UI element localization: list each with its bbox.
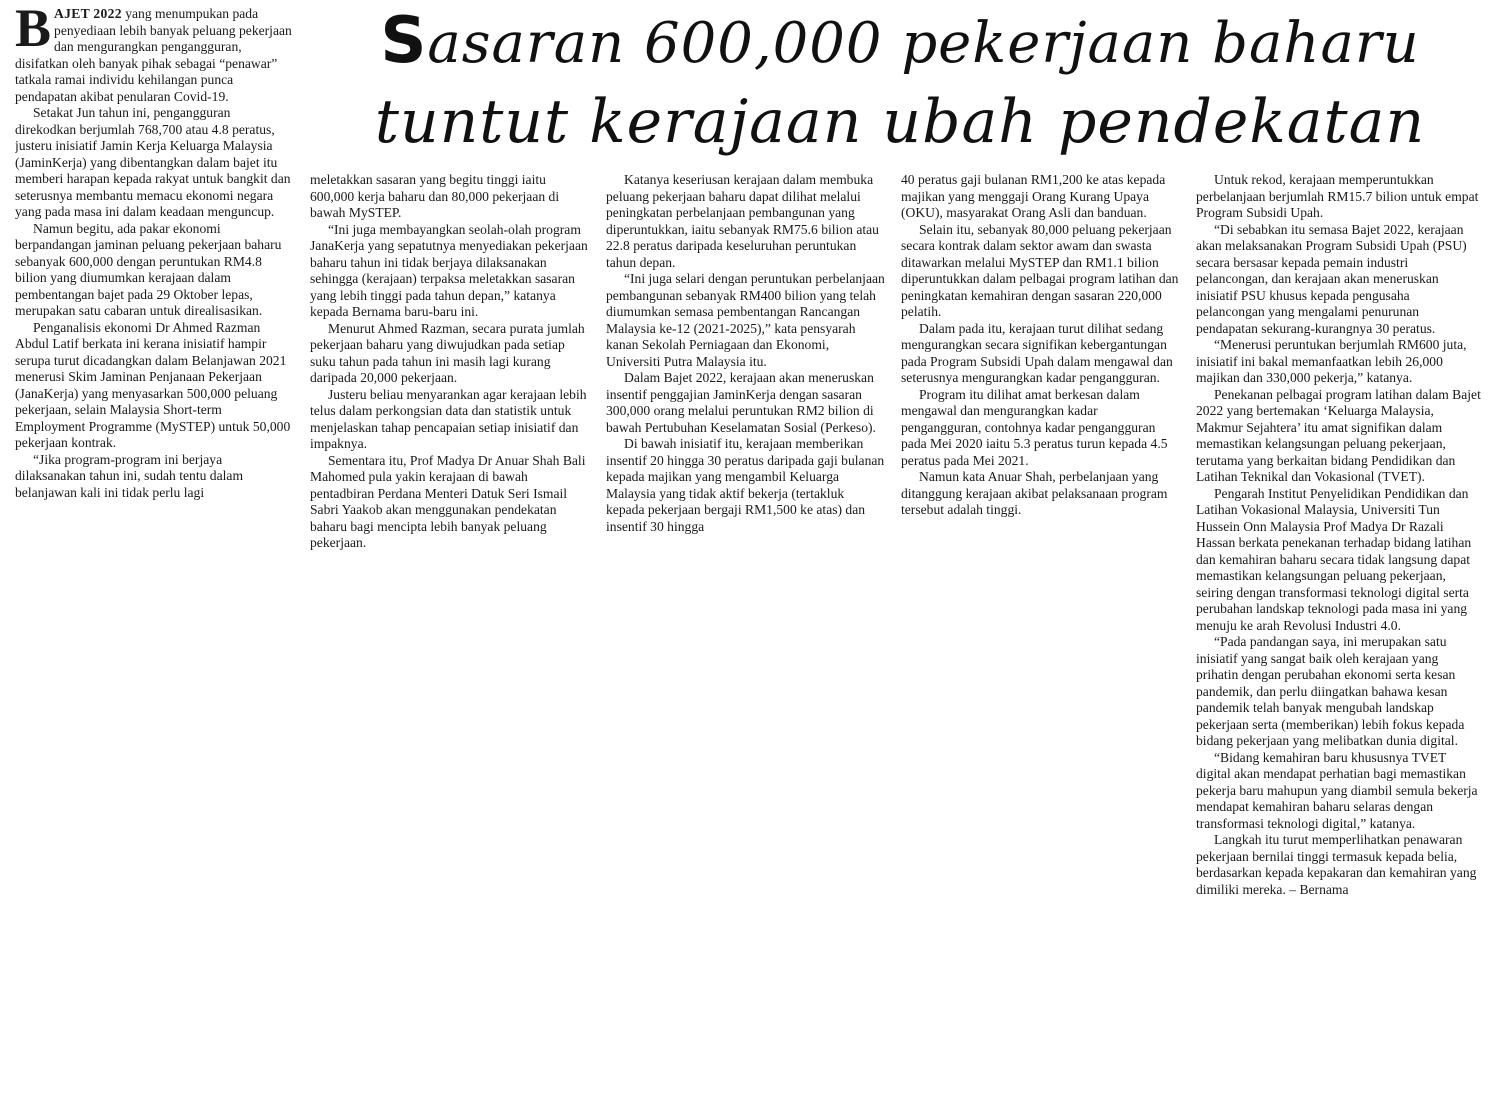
article-paragraph: Sementara itu, Prof Madya Dr Anuar Shah Bali Mahomed pula yakin kerajaan di bawah pentadbiran Perdana Menteri Datuk Seri Ismail Sabri Yaakob akan menggunakan pendekatan baharu bagi mencipta lebih banyak peluang pekerjaan.: [310, 452, 586, 550]
headline-line-2: tuntut kerajaan ubah pendekatan: [374, 87, 1426, 157]
headline-line-1: [350, 4, 1450, 81]
article-paragraph: Untuk rekod, kerajaan memperuntukkan perbelanjaan berjumlah RM15.7 bilion untuk empat Program Subsidi Upah.: [1196, 172, 1479, 220]
article-paragraph: Dalam Bajet 2022, kerajaan akan meneruskan insentif penggajian JaminKerja dengan sasaran 300,000 orang melalui peruntukan RM2 bilion di bawah Pertubuhan Keselamatan Sosial (Perkeso).: [606, 370, 876, 435]
article-paragraph: Penekanan pelbagai program latihan dalam Bajet 2022 yang bertemakan ‘Keluarga Malaysia, Makmur Sejahtera’ itu amat signifikan dalam memastikan kelangsungan peluang pekerjaan, terutama yang berkaitan bidang Pendidikan dan Latihan Teknikal dan Vokasional (TVET).: [1196, 386, 1481, 484]
article-paragraph: Di bawah inisiatif itu, kerajaan memberikan insentif 20 hingga 30 peratus daripada gaji bulanan kepada majikan yang mengambil Keluarga Malaysia yang tidak aktif bekerja (tertakluk kepada pekerjaan bergaji RM1,500 ke atas) dan insentif 30 hingga: [606, 436, 885, 534]
article-column-4: [901, 172, 1181, 612]
article-column-1: [15, 6, 292, 606]
article-paragraph: Setakat Jun tahun ini, pengangguran direkodkan berjumlah 768,700 atau 4.8 peratus, justeru inisiatif Jamin Kerja Keluarga Malaysia (JaminKerja) yang dibentangkan dalam bajet itu memberi harapan kepada rakyat untuk bangkit dan seterusnya membantu memacu ekonomi negara yang pada masa ini dalam keadaan menguncup.: [15, 105, 291, 219]
article-paragraph: “Menerusi peruntukan berjumlah RM600 juta, inisiatif ini bakal memanfaatkan lebih 26,000 majikan dan 330,000 pekerja,” katanya.: [1196, 337, 1467, 385]
article-paragraph: Langkah itu turut memperlihatkan penawaran pekerjaan bernilai tinggi termasuk kepada belia, berdasarkan kepada kepakaran dan kemahiran yang dimiliki mereka. – Bernama: [1196, 832, 1477, 897]
article-paragraph: “Ini juga membayangkan seolah-olah program JanaKerja yang sepatutnya menyediakan pekerjaan baharu tahun ini tidak berjaya dilaksanakan sehingga (kerajaan) terpaksa meletakkan sasaran yang lebih tinggi pada tahun depan,” katanya kepada Bernama baru-baru ini.: [310, 221, 588, 319]
article-paragraph: “Pada pandangan saya, ini merupakan satu inisiatif yang sangat baik oleh kerajaan yang prihatin dengan perubahan ekonomi serta kesan pandemik, dan perlu diingatkan bahawa kesan pandemik telah banyak mengubah landskap pekerjaan serta (memberikan) lebih fokus kepada bidang pekerjaan yang melibatkan dunia digital.: [1196, 634, 1465, 748]
article-paragraph: Namun begitu, ada pakar ekonomi berpandangan jaminan peluang pekerjaan baharu sebanyak 600,000 dengan peruntukan RM4.8 bilion yang diumumkan kerajaan dalam pembentangan bajet pada 29 Oktober lepas, merupakan satu cabaran untuk direalisasikan.: [15, 220, 282, 318]
article-paragraph: “Ini juga selari dengan peruntukan perbelanjaan pembangunan sebanyak RM400 bilion yang telah diumumkan semasa pembentangan Rancangan Malaysia ke-12 (2021-2025),” kata pensyarah kanan Sekolah Perniagaan dan Ekonomi, Universiti Putra Malaysia itu.: [606, 271, 885, 369]
article-paragraph: “Bidang kemahiran baru khususnya TVET digital akan mendapat perhatian bagi memastikan pekerja baru mahupun yang diambil semula bekerja mendapat kemahiran baharu selaras dengan transformasi teknologi digital,” katanya.: [1196, 749, 1478, 831]
article-paragraph: Penganalisis ekonomi Dr Ahmed Razman Abdul Latif berkata ini kerana inisiatif hampir serupa turut dicadangkan dalam Belanjawan 2021 menerusi Skim Jaminan Penjanaan Pekerjaan (JanaKerja) yang menyasarkan 500,000 peluang pekerjaan, selain Malaysia Short-term Employment Programme (MySTEP) untuk 50,000 pekerjaan kontrak.: [15, 319, 291, 450]
article-paragraph: Selain itu, sebanyak 80,000 peluang pekerjaan secara kontrak dalam sektor awam dan swasta ditawarkan melalui MySTEP dan RM1.1 bilion diperuntukkan dalam pelbagai program latihan dan peningkatan kemahiran dengan sasaran 220,000 pelatih.: [901, 221, 1179, 319]
headline-line-1-text: asaran 600,000 pekerjaan baharu: [427, 11, 1420, 76]
article-paragraph: Namun kata Anuar Shah, perbelanjaan yang ditanggung kerajaan akibat pelaksanaan program tersebut adalah tinggi.: [901, 469, 1168, 517]
headline: [350, 0, 1450, 163]
article-paragraph: Program itu dilihat amat berkesan dalam mengawal dan mengurangkan kadar pengangguran, contohnya kadar pengangguran pada Mei 2020 iaitu 5.3 peratus turun kepada 4.5 peratus pada Mei 2021.: [901, 386, 1168, 468]
article-paragraph: Pengarah Institut Penyelidikan Pendidikan dan Latihan Vokasional Malaysia, Universiti Tun Hussein Onn Malaysia Prof Madya Dr Razali Hassan berkata penekanan terhadap bidang latihan dan kemahiran baharu secara tidak langsung dapat memastikan kelangsungan peluang pekerjaan, seiring dengan transformasi teknologi digital serta perubahan landskap teknologi pada masa ini yang menuju ke arah Revolusi Industri 4.0.: [1196, 485, 1472, 633]
article-column-2: [310, 172, 590, 612]
article-paragraph: “Jika program-program ini berjaya dilaksanakan tahun ini, sudah tentu dalam belanjawan kali ini tidak perlu lagi: [15, 451, 244, 500]
article-paragraph: Justeru beliau menyarankan agar kerajaan lebih telus dalam perkongsian data dan statistik untuk menjelaskan tahap pencapaian setiap inisiatif dan impaknya.: [310, 386, 587, 451]
article-paragraph: meletakkan sasaran yang begitu tinggi iaitu 600,000 kerja baharu dan 80,000 pekerjaan di bawah MySTEP.: [310, 172, 560, 220]
article-paragraph: “Di sebabkan itu semasa Bajet 2022, kerajaan akan melaksanakan Program Subsidi Upah (PSU) secara bersasar kepada pemain industri pelancongan, dan kerajaan akan meneruskan inisiatif PSU khusus kepada pengusaha pelancongan yang mengalami penurunan pendapatan sekurang-kurangnya 30 peratus.: [1196, 221, 1467, 336]
article-paragraph: Dalam pada itu, kerajaan turut dilihat sedang mengurangkan secara signifikan kebergantungan pada Program Subsidi Upah dalam mengawal dan seterusnya mengurangkan kadar pengangguran.: [901, 320, 1173, 385]
article-paragraph: Menurut Ahmed Razman, secara purata jumlah pekerjaan baharu yang diwujudkan pada setiap suku tahun pada tahun ini masih lagi kurang daripada 20,000 pekerjaan.: [310, 320, 585, 385]
article-column-3: [606, 172, 886, 612]
article-column-5: [1196, 172, 1481, 1107]
article-paragraph: 40 peratus gaji bulanan RM1,200 ke atas kepada majikan yang menggaji Orang Kurang Upaya (OKU), masyarakat Orang Asli dan banduan.: [901, 172, 1166, 220]
headline-initial: S: [380, 4, 428, 78]
article-paragraph: Katanya keseriusan kerajaan dalam membuka peluang pekerjaan baharu dapat dilihat melalui peningkatan perbelanjaan pembangunan yang diperuntukkan, iaitu sebanyak RM75.6 bilion atau 22.8 peratus daripada keseluruhan peruntukan tahun depan.: [606, 172, 879, 270]
article-paragraph: BAJET 2022 yang menumpukan pada penyediaan lebih banyak peluang pekerjaan dan mengurangkan pengangguran, disifatkan oleh banyak pihak sebagai “penawar” tatkala ramai individu kehilangan punca pendapatan akibat penularan Covid-19.: [15, 6, 292, 104]
lead-in: AJET 2022: [54, 6, 122, 21]
drop-cap: B: [15, 6, 52, 58]
